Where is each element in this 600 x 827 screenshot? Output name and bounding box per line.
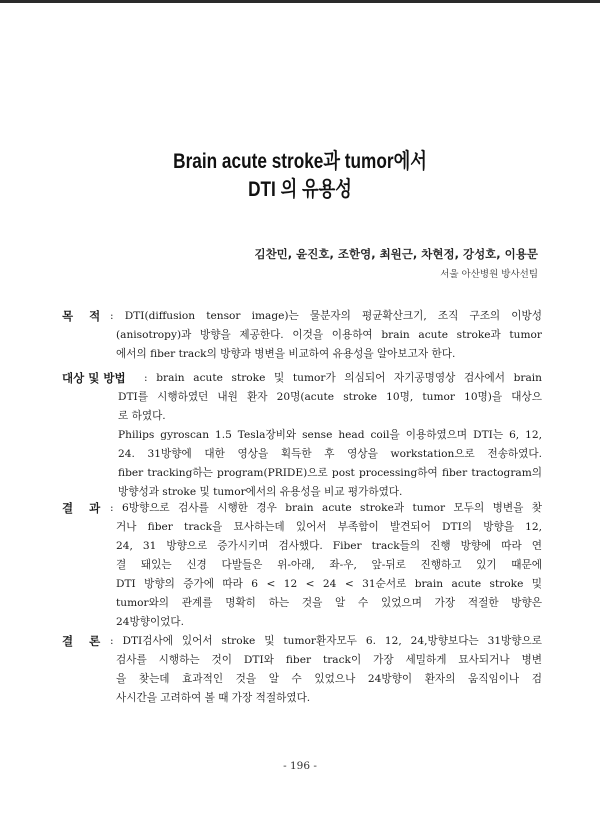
body-line: : brain acute stroke 및 tumor가 의심되어 자기공명영상 검사에서 brain [144, 372, 542, 384]
page-number: - 196 - [283, 760, 317, 772]
body-line: 거나 fiber track을 묘사하는데 있어서 부족함이 발견되어 DTI의 방향을 12, [116, 521, 542, 533]
section-body [110, 499, 542, 632]
author-list: 김찬민, 윤진호, 조한영, 최원근, 차현정, 강성호, 이용문 [254, 247, 538, 261]
title-line-1: Brain acute stroke과 tumor에서 [173, 150, 427, 173]
page-title [0, 148, 600, 204]
body-line: 결 돼있는 신경 다발들은 위-아래, 좌-우, 앞-뒤로 진행하고 있기 때문에 [116, 559, 542, 571]
body-line: 검사를 시행하는 것이 DTI와 fiber track이 가장 세밀하게 묘사되거나 병변 [116, 654, 542, 666]
body-line: 로 하였다. [118, 410, 166, 422]
affiliation: 서울 아산병원 방사선팀 [440, 269, 538, 280]
body-line: fiber tracking하는 program(PRIDE)으로 post processing하여 fiber tractogram의 [118, 467, 542, 479]
body-line: : DTI검사에 있어서 stroke 및 tumor환자모두 6. 12, 24,방향보다는 31방향으로 [110, 635, 542, 647]
page-edge [0, 0, 600, 3]
body-line: 24. 31방향에 대한 영상을 획득한 후 영상을 workstation으로 전송하였다. [118, 448, 542, 460]
body-line: (anisotropy)과 방향을 제공한다. 이것을 이용하여 brain acute stroke과 tumor [116, 329, 542, 341]
section-results [62, 499, 542, 634]
section-label: 결 과 [62, 501, 101, 515]
section-body [110, 307, 542, 364]
body-line: tumor와의 관계를 명확히 하는 것을 알 수 있었으며 가장 적절한 방향은 [116, 597, 542, 609]
section-label: 결 론 [62, 634, 101, 648]
body-line: 24, 31 방향으로 증가시키며 검사했다. Fiber track들의 진행 방향에 따라 연 [116, 540, 542, 552]
section-label: 대상 및 방법 [62, 371, 126, 385]
body-line: DTI 방향의 증가에 따라 6 < 12 < 24 < 31순서로 brain acute stroke 및 [116, 578, 542, 590]
title-line-2: DTI 의 유용성 [248, 178, 352, 201]
section-conclusion [62, 632, 542, 712]
section-body [118, 369, 542, 502]
body-line: 사시간을 고려하여 볼 때 가장 적절하였다. [116, 692, 311, 704]
body-line: : 6방향으로 검사를 시행한 경우 brain acute stroke과 tumor 모두의 병변을 찾 [110, 502, 542, 514]
body-line: Philips gyroscan 1.5 Tesla장비와 sense head coil을 이용하였으며 DTI는 6, 12, [118, 429, 542, 441]
body-line: DTI를 시행하였던 내원 환자 20명(acute stroke 10명, tumor 10명)을 대상으 [118, 391, 542, 403]
section-label: 목 적 [62, 309, 101, 323]
body-line: 24방향이었다. [116, 616, 185, 628]
body-line: 방향성과 stroke 및 tumor에서의 유용성을 비교 평가하였다. [118, 486, 403, 498]
section-methods [62, 369, 542, 504]
body-line: 을 찾는데 효과적인 것을 알 수 있었으나 24방향이 환자의 움직임이나 검 [116, 673, 542, 685]
section-body [110, 632, 542, 708]
body-line: 에서의 fiber track의 방향과 병변을 비교하여 유용성을 알아보고자 한다. [116, 348, 456, 360]
section-purpose [62, 307, 542, 367]
body-line: : DTI(diffusion tensor image)는 물분자의 평균확산크기, 조직 구조의 이방성 [110, 310, 542, 322]
